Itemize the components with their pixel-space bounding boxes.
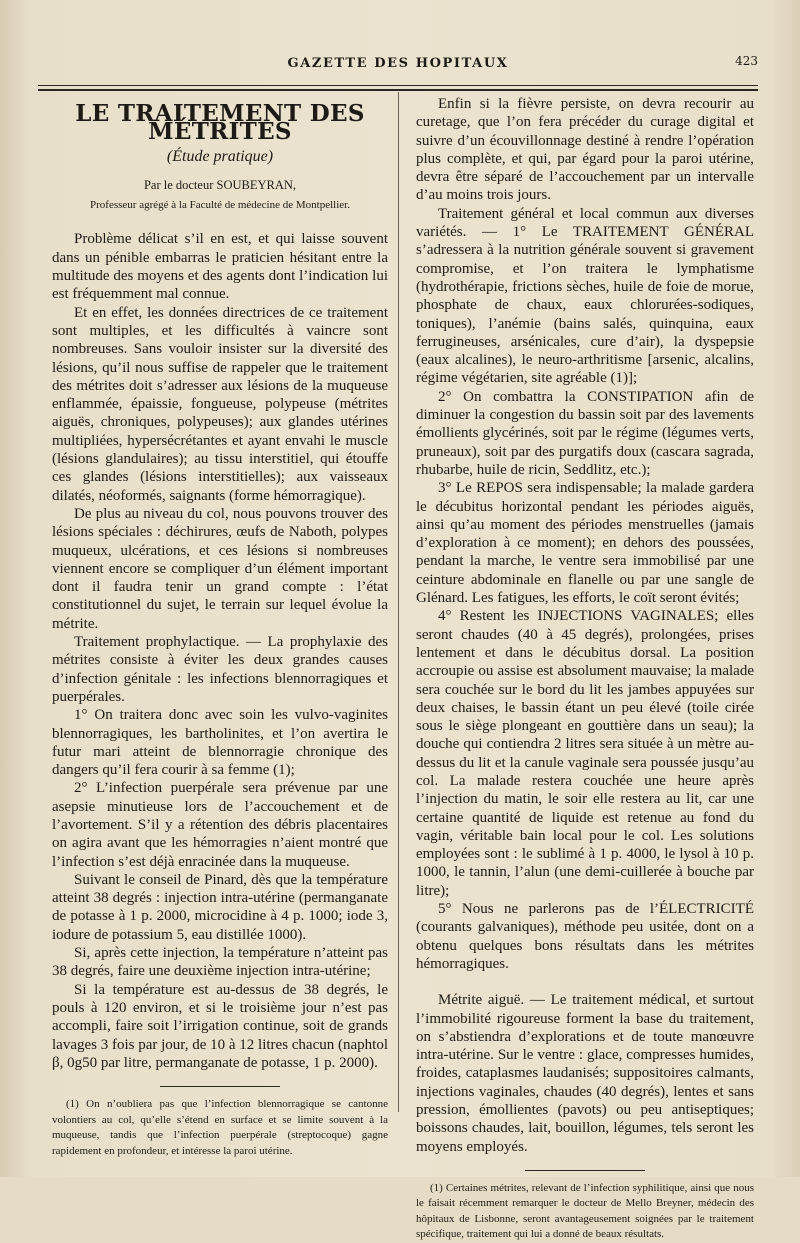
footnote xyxy=(52,1097,388,1159)
author-affiliation: Professeur agrégé à la Faculté de médecine de Montpellier. xyxy=(90,199,350,212)
section-gap xyxy=(416,973,754,991)
running-header xyxy=(38,56,758,78)
paragraph: Et en effet, les données directrices de ce traitement sont multiples, et les difficultés à vaincre sont nombreuses. Sans vouloir insister sur la diversité des lésions, qu’il nous suffise de rappeler que le traitement des métrites doit s’adresser aux lésions de la muqueuse enflammée, épaissie, fongueuse, polypeuse (métrites aiguës, chroniques, polypeuses); aux glandes utérines multipliées, hypersécrétantes et ayant envahi le muscle (lésions glandulaires); au tissu interstitiel, qui étouffe ces glandes (lésions interstitielles); aux vaisseaux dilatés, néoformés, saignants (forme hémorragique). xyxy=(52,304,388,504)
left-column xyxy=(52,95,388,1159)
header-rule-thick xyxy=(38,89,758,91)
right-column xyxy=(416,95,754,1243)
article-subtitle: (Étude pratique) xyxy=(166,147,274,165)
paragraph: Traitement prophylactique. — La prophylaxie des métrites consiste à éviter les deux grandes causes d’infection génitale : les infections blennorragiques et puerpérales. xyxy=(52,634,388,705)
paragraph: De plus au niveau du col, nous pouvons trouver des lésions spéciales : déchirures, œufs de Naboth, polypes muqueux, ulcérations, et ces lésions si nombreuses viennent encore se compliquer d’un élément important dont il faudra tenir un grand compte : l’état constitutionnel du sujet, le terrain sur lequel évolue la métrite. xyxy=(52,505,388,632)
paragraph: 5° Nous ne parlerons pas de l’ÉLECTRICITÉ (courants galvaniques), méthode peu usitée, dont on a obtenu quelques bons résultats dans les métrites hémorragiques. xyxy=(416,901,754,972)
paragraph: Problème délicat s’il en est, et qui laisse souvent dans un pénible embarras le praticien hésitant entre la multitude des moyens et des agents dont l’indication lui est fréquemment mal connue. xyxy=(52,231,388,303)
paragraph: Si la température est au-dessus de 38 degrés, le pouls à 120 environ, et si le troisième jour n’est pas accompli, faire soit l’irrigation continue, soit de grands lavages 3 fois par jour, de 10 à 12 litres chacun (naphtol β, 0g50 par litre, permanganate de potasse, 1 p. 2000). xyxy=(52,981,388,1071)
paragraph: 3° Le REPOS sera indispensable; la malade gardera le décubitus horizontal pendant les périodes aiguës, ainsi qu’au moment des périodes menstruelles (jamais d’exploration à ce moment); en dehors des poussées, pendant la marche, le ventre sera immobilisé par une ceinture abdominale en flanelle ou par une sangle de Glénard. Les fatigues, les efforts, le coït seront évités; xyxy=(416,480,754,607)
paragraph: 4° Restent les INJECTIONS VAGINALES; elles seront chaudes (40 à 45 degrés), prolongées, prises lentement et dans le décubitus dorsal. La position accroupie ou assise est absolument mauvaise; la malade sera couchée sur le bord du lit les jambes appuyées sur deux chaises, le bassin étant un peu élevé (toile cirée sous le siège plongeant en gouttière dans un seau); la douche qui contiendra 2 litres sera située à un mètre au-dessus du lit et la canule vaginale sera poussée jusqu’au col. La malade restera couchée une heure après l’injection du matin, le soir elle restera au lit, car une certaine quantité de liquide est retenue au fond du vagin, véritable bain local pour le col. Les solutions employées sont : le sublimé à 1 p. 4000, le lysol à 10 p. 1000, le tannin, l’alun (une demi-cuillerée à bouche par litre); xyxy=(416,608,754,899)
paragraph: 1° On traitera donc avec soin les vulvo-vaginites blennorragiques, les bartholinites, et l’on avertira le futur mari atteint de blennorragie chronique des dangers qu’il fera courir à sa femme (1); xyxy=(52,707,388,779)
footnote-text: (1) Certaines métrites, relevant de l’infection syphilitique, ainsi que nous le faisait récemment remarquer le docteur de Mello Breyner, médecin des hôpitaux de Lisbonne, seront avantageusement soignées par le traitement spécifique, traitement qui lui a donné de beaux résultats. xyxy=(416,1181,754,1241)
paragraph: Suivant le conseil de Pinard, dès que la température atteint 38 degrés : injection intra-utérine (permanganate de potasse à 1 p. 2000, microcidine à 4 p. 1000; iode 3, iodure de potassium 5, eau distillée 1000). xyxy=(52,871,388,943)
header-rule xyxy=(38,85,758,86)
footnote-rule xyxy=(160,1086,280,1087)
column-separator xyxy=(398,92,399,1112)
footnote xyxy=(416,1181,754,1243)
paragraph: Traitement général et local commun aux diverses variétés. — 1° Le TRAITEMENT GÉNÉRAL s’adressera à la nutrition générale souvent si gravement compromise, et l’on traitera le lymphatisme (hydrothérapie, frictions sèches, huile de foie de morue, phosphate de chaux, eaux chlorurées-sodiques, toniques), l’anémie (bains salés, quinquina, eaux ferrugineuses, arsénicales, cure d’air), la dyspepsie (eaux alcalines), le neuro-arthritisme [arsenic, alcalins, régime végétarien, site agréable (1)]; xyxy=(416,205,754,387)
paragraph: Si, après cette injection, la température n’atteint pas 38 degrés, faire une deuxième injection intra-utérine; xyxy=(52,945,388,980)
paragraph: 2° L’infection puerpérale sera prévenue par une asepsie minutieuse lors de l’accouchement et de l’avortement. S’il y a rétention des débris placentaires on agira avant que les hémorragies n’aient montré que l’infection s’est déjà enracinée dans la muqueuse. xyxy=(52,780,388,870)
author-line: Par le docteur SOUBEYRAN, xyxy=(143,177,297,192)
footnote-rule xyxy=(525,1170,645,1171)
paragraph-metrite-aigue: Métrite aiguë. — Le traitement médical, et surtout l’immobilité rigoureuse forment la base du traitement, on s’abstiendra d’explorations et de toute manœuvre intra-utérine. Sur le ventre : glace, compresses humides, froides, cataplasmes laudanisés; suppositoires calmants, injections vaginales, chaudes (40 degrés), lentes et sans pression, émollientes (pavots) ou peu antiseptiques; boissons chaudes, lait, bouillon, légumes, tels seront les moyens employés. xyxy=(416,992,754,1155)
article-title: LE TRAITEMENT DES MÉTRITES xyxy=(75,100,365,146)
paragraph: 2° On combattra la CONSTIPATION afin de diminuer la congestion du bassin soit par des lavements émollients glycérinés, soit par le régime (légumes verts, pruneaux), soit par des purgatifs doux (cascara sagrada, rhubarbe, huile de ricin, Seddlitz, etc.); xyxy=(416,388,754,478)
paragraph: Enfin si la fièvre persiste, on devra recourir au curetage, que l’on fera précéder du curage digital et suivre d’un écouvillonnage destiné à rendre l’opération plus complète, et qui, par égard pour la paroi utérine, devra être séparé de l’accouchement par un intervalle d’au moins trois jours. xyxy=(416,96,754,204)
page-number: 423 xyxy=(735,54,758,68)
footnote-text: (1) On n’oubliera pas que l’infection blennorragique se cantonne volontiers au col, qu’elle s’étend en surface et se limite souvent à la muqueuse, tandis que l’infection puerpérale (streptocoque) gagne rapidement en profondeur, et intéresse la paroi utérine. xyxy=(52,1098,388,1157)
journal-title: GAZETTE DES HOPITAUX xyxy=(287,56,509,71)
